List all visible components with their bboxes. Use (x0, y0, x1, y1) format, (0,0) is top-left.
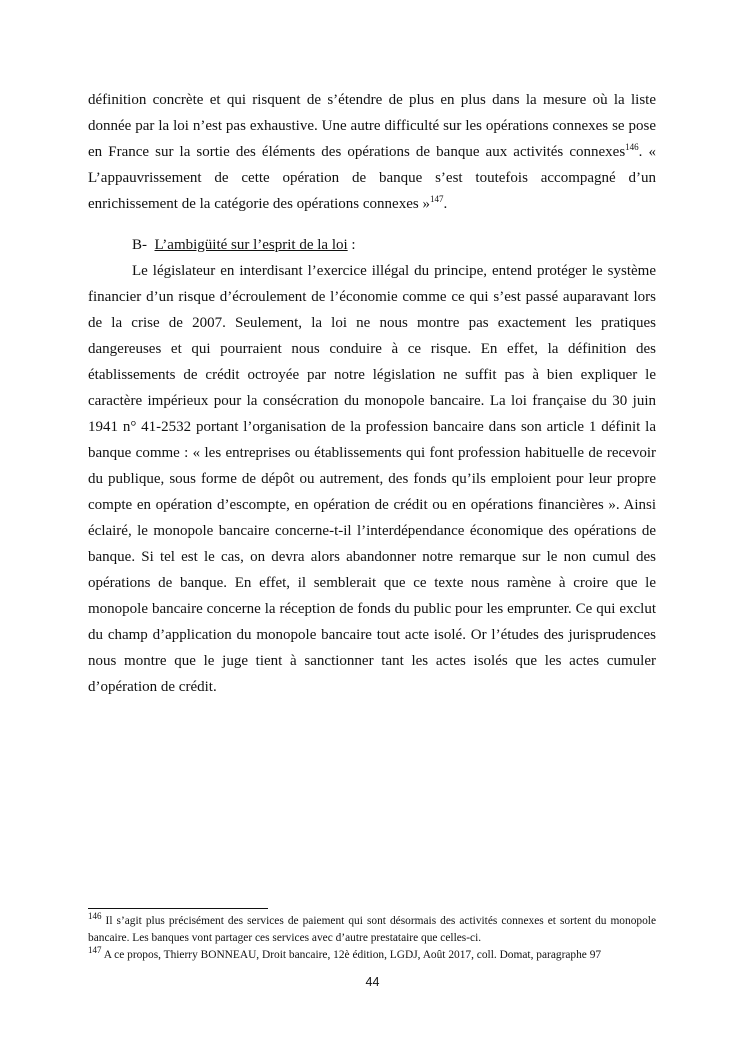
footnotes (88, 913, 656, 964)
footnote-number: 147 (88, 945, 102, 956)
continued-paragraph (88, 87, 656, 217)
section-b (88, 232, 656, 700)
main-paragraph: Le législateur en interdisant l’exercice illégal du principe, entend protéger le système financier d’un risque d’écroulement de l’économie comme ce qui s’est passé auparavant lors de la crise de 2007. Seulement, la loi ne nous montre pas exactement les pratiques dangereuses et qui pourraient nous conduire à ce risque. En effet, la définition des établissements de crédit octroyée par notre législation ne suffit pas à bien expliquer le caractère impérieux pour la consécration du monopole bancaire. La loi française du 30 juin 1941 n° 41-2532 portant l’organisation de la profession bancaire dans son article 1 définit la banque comme : « les entreprises ou établissements qui font profession habituelle de recevoir du publique, sous forme de dépôt ou autrement, des fonds qu’ils emploient pour leur propre compte en opération d’escompte, en opération de crédit ou en opérations financières ». Ainsi éclairé, le monopole bancaire concerne-t-il l’interdépendance économique des opérations de banque. Si tel est le cas, on devra alors abandonner notre remarque sur le non cumul des opérations de banque. En effet, il semblerait que ce texte nous ramène à croire que le monopole bancaire concerne la réception de fonds du public pour les emprunter. Ce qui exclut du champ d’application du monopole bancaire tout acte isolé. Or l’études des jurisprudences nous montre que le juge tient à sanctionner tant les actes isolés que les actes cumuler d’opération de crédit. (88, 263, 656, 695)
section-heading (88, 232, 656, 258)
footnote-text: Il s’agit plus précisément des services de paiement qui sont désormais des activités connexes et sortent du monopole bancaire. Les banques vont partager ces services avec d’autre prestataire que celles-ci. (88, 915, 656, 944)
footnote-text: A ce propos, Thierry BONNEAU, Droit bancaire, 12è édition, LGDJ, Août 2017, coll. Domat, paragraphe 97 (101, 949, 602, 961)
paragraph (88, 87, 656, 217)
section-title-colon: : (347, 237, 356, 253)
page-number: 44 (365, 975, 380, 989)
footnote-146 (88, 913, 656, 947)
footnote-number: 146 (88, 911, 102, 922)
section-title: L’ambigüité sur l’esprit de la loi (154, 237, 348, 253)
footnote-separator (88, 908, 268, 909)
footnote-ref-147[interactable]: 147 (429, 194, 444, 204)
paragraph-text: . (443, 196, 448, 212)
footnote-147 (88, 947, 656, 964)
section-marker: B- (132, 237, 147, 253)
footnote-ref-146[interactable]: 146 (625, 142, 639, 152)
paragraph-text: . « L’appauvrissement de cette opération de banque s’est toutefois accompagné d’un enrichissement de la catégorie des opérations connexes » (88, 144, 656, 212)
paragraph-text: définition concrète et qui risquent de s’étendre de plus en plus dans la mesure où la liste donnée par la loi n’est pas exhaustive. Une autre difficulté sur les opérations connexes se pose en France sur la sortie des éléments des opérations de banque aux activités connexes (88, 92, 656, 160)
